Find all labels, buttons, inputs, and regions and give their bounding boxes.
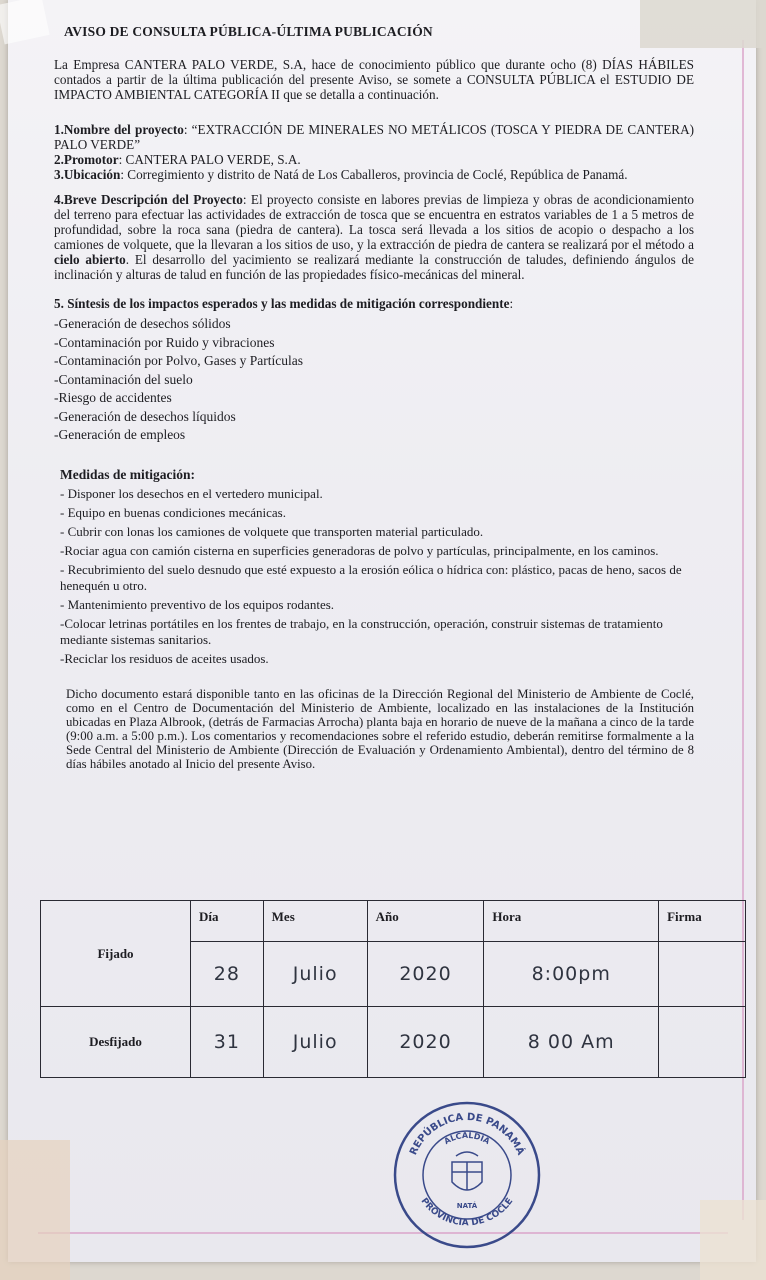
list-item: -Contaminación por Ruido y vibraciones — [54, 334, 275, 350]
header-firma: Firma — [659, 901, 746, 942]
desfijado-dia: 31 — [191, 1007, 264, 1078]
list-item: - Equipo en buenas condiciones mecánicas. — [60, 504, 286, 520]
intro-paragraph: La Empresa CANTERA PALO VERDE, S.A, hace de conocimiento público que durante ocho (8) DÍAS HÁBILES contados a partir de la última publicación del presente Aviso, se somete a CONSULTA PÚBLICA el ESTUDIO DE IMPACTO AMBIENTAL CATEGORÍA II que se detalla a continuación. — [54, 57, 694, 102]
seal-top-text: REPÚBLICA DE PANAMÁ — [408, 1111, 526, 1157]
coat-of-arms-icon — [452, 1152, 482, 1190]
desfijado-firma — [659, 1007, 746, 1078]
project-description — [54, 192, 694, 282]
description-text-b: . El desarrollo del yacimiento se realizará mediante la construcción de taludes, definiendo ángulos de inclinación y alturas de talud en función de las propiedades físico-mecánicas del mineral. — [54, 252, 694, 282]
location-label: 3.Ubicación — [54, 167, 121, 182]
impacts-list — [54, 315, 694, 445]
seal-inner-text: NATÁ — [456, 1202, 478, 1210]
list-item: - Cubrir con lonas los camiones de volquete que transporten material particulado. — [60, 523, 484, 539]
tape-bottom-right — [700, 1200, 766, 1280]
tape-bottom-left — [0, 1140, 70, 1280]
project-name — [54, 122, 694, 152]
impacts-title-text: 5. Síntesis de los impactos esperados y las medidas de mitigación correspondiente — [54, 296, 510, 311]
promoter-label: 2.Promotor — [54, 152, 119, 167]
project-name-value: : “EXTRACCIÓN DE MINERALES NO METÁLICOS (TOSCA Y PIEDRA DE CANTERA) PALO VERDE” — [54, 122, 694, 152]
location-value: : Corregimiento y distrito de Natá de Los Caballeros, provincia de Coclé, República de Panamá. — [120, 167, 628, 182]
tape-top-right — [640, 0, 766, 48]
list-item: -Generación de desechos líquidos — [54, 408, 236, 424]
desfijado-mes: Julio — [263, 1007, 367, 1078]
promoter-value: : CANTERA PALO VERDE, S.A. — [118, 152, 301, 167]
header-dia: Día — [191, 901, 264, 942]
mitigation-list — [60, 486, 694, 667]
project-location — [54, 167, 694, 182]
posting-table — [40, 900, 746, 1078]
list-item: -Generación de empleos — [54, 427, 186, 442]
table-row — [41, 1007, 746, 1078]
list-item: - Mantenimiento preventivo de los equipos rodantes. — [60, 596, 335, 612]
list-item: -Contaminación por Polvo, Gases y Partículas — [54, 353, 303, 368]
fijado-hora: 8:00pm — [484, 942, 659, 1007]
desfijado-hora: 8 00 Am — [484, 1007, 659, 1078]
fijado-mes: Julio — [263, 942, 367, 1007]
list-item: -Generación de desechos sólidos — [54, 316, 231, 331]
municipal-seal — [392, 1100, 542, 1250]
seal-bottom-text: PROVINCIA DE COCLÉ — [418, 1196, 516, 1229]
desfijado-anio: 2020 — [367, 1007, 484, 1078]
list-item: -Contaminación del suelo — [54, 371, 193, 387]
fijado-anio: 2020 — [367, 942, 484, 1007]
bottom-margin-line — [38, 1232, 728, 1234]
notice-title: AVISO DE CONSULTA PÚBLICA-ÚLTIMA PUBLICACIÓN — [64, 24, 433, 39]
list-item: -Reciclar los residuos de aceites usados. — [60, 650, 269, 666]
notice-content — [54, 20, 694, 771]
list-item: - Disponer los desechos en el vertedero municipal. — [60, 485, 323, 501]
list-item: -Colocar letrinas portátiles en los frentes de trabajo, en la construcción, operación, construir sistemas de tratamiento mediante sistemas sanitarios. — [60, 615, 663, 647]
description-bold: cielo abierto — [54, 252, 126, 267]
mitigation-title: Medidas de mitigación: — [60, 466, 195, 482]
impacts-title — [54, 296, 694, 311]
desfijado-label: Desfijado — [41, 1007, 191, 1078]
fijado-firma — [659, 942, 746, 1007]
list-item: - Recubrimiento del suelo desnudo que esté expuesto a la erosión eólica o hídrica con: plástico, pacas de heno, sacos de henequén u otro. — [60, 561, 682, 593]
description-label: 4.Breve Descripción del Proyecto — [54, 192, 243, 207]
impacts-title-suffix: : — [509, 296, 514, 311]
project-promoter — [54, 152, 694, 167]
table-row — [41, 901, 746, 942]
list-item: -Riesgo de accidentes — [54, 390, 172, 405]
seal-mid-text: ALCALDÍA — [442, 1130, 492, 1147]
closing-paragraph: Dicho documento estará disponible tanto en las oficinas de la Dirección Regional del Ministerio de Ambiente de Coclé, como en el Centro de Documentación del Ministerio de Ambiente, localizado en las instalaciones de la Institución ubicadas en Plaza Albrook, (detrás de Farmacias Arrocha) planta baja en horario de nueve de la mañana a cinco de la tarde (9:00 a.m. a 5:00 p.m.). Los comentarios y recomendaciones sobre el referido estudio, deberán remitirse formalmente a la Sede Central del Ministerio de Ambiente (Dirección de Evaluación y Ordenamiento Ambiental), dentro del término de 8 días hábiles anotado al Inicio del presente Aviso. — [66, 686, 694, 771]
header-anio: Año — [367, 901, 484, 942]
project-name-label: 1.Nombre del proyecto — [54, 122, 184, 137]
fijado-dia: 28 — [191, 942, 264, 1007]
fijado-label: Fijado — [41, 901, 191, 1007]
description-text-a: : El proyecto consiste en labores previas de limpieza y obras de acondicionamiento del terreno para efectuar las actividades de extracción de tosca que se encuentra en estratos variables de 1 a 5 metros de profundidad, sobre la roca sana (piedra de cantera). La tosca será llevada a los sitios de acopio o despacho a los camiones de volquete, que la llevaran a los sitios de uso, y la extracción de piedra de cantera se realizará por el método a — [54, 192, 694, 252]
header-hora: Hora — [484, 901, 659, 942]
header-mes: Mes — [263, 901, 367, 942]
list-item: -Rociar agua con camión cisterna en superficies generadoras de polvo y partículas, principalmente, en los caminos. — [60, 542, 659, 558]
